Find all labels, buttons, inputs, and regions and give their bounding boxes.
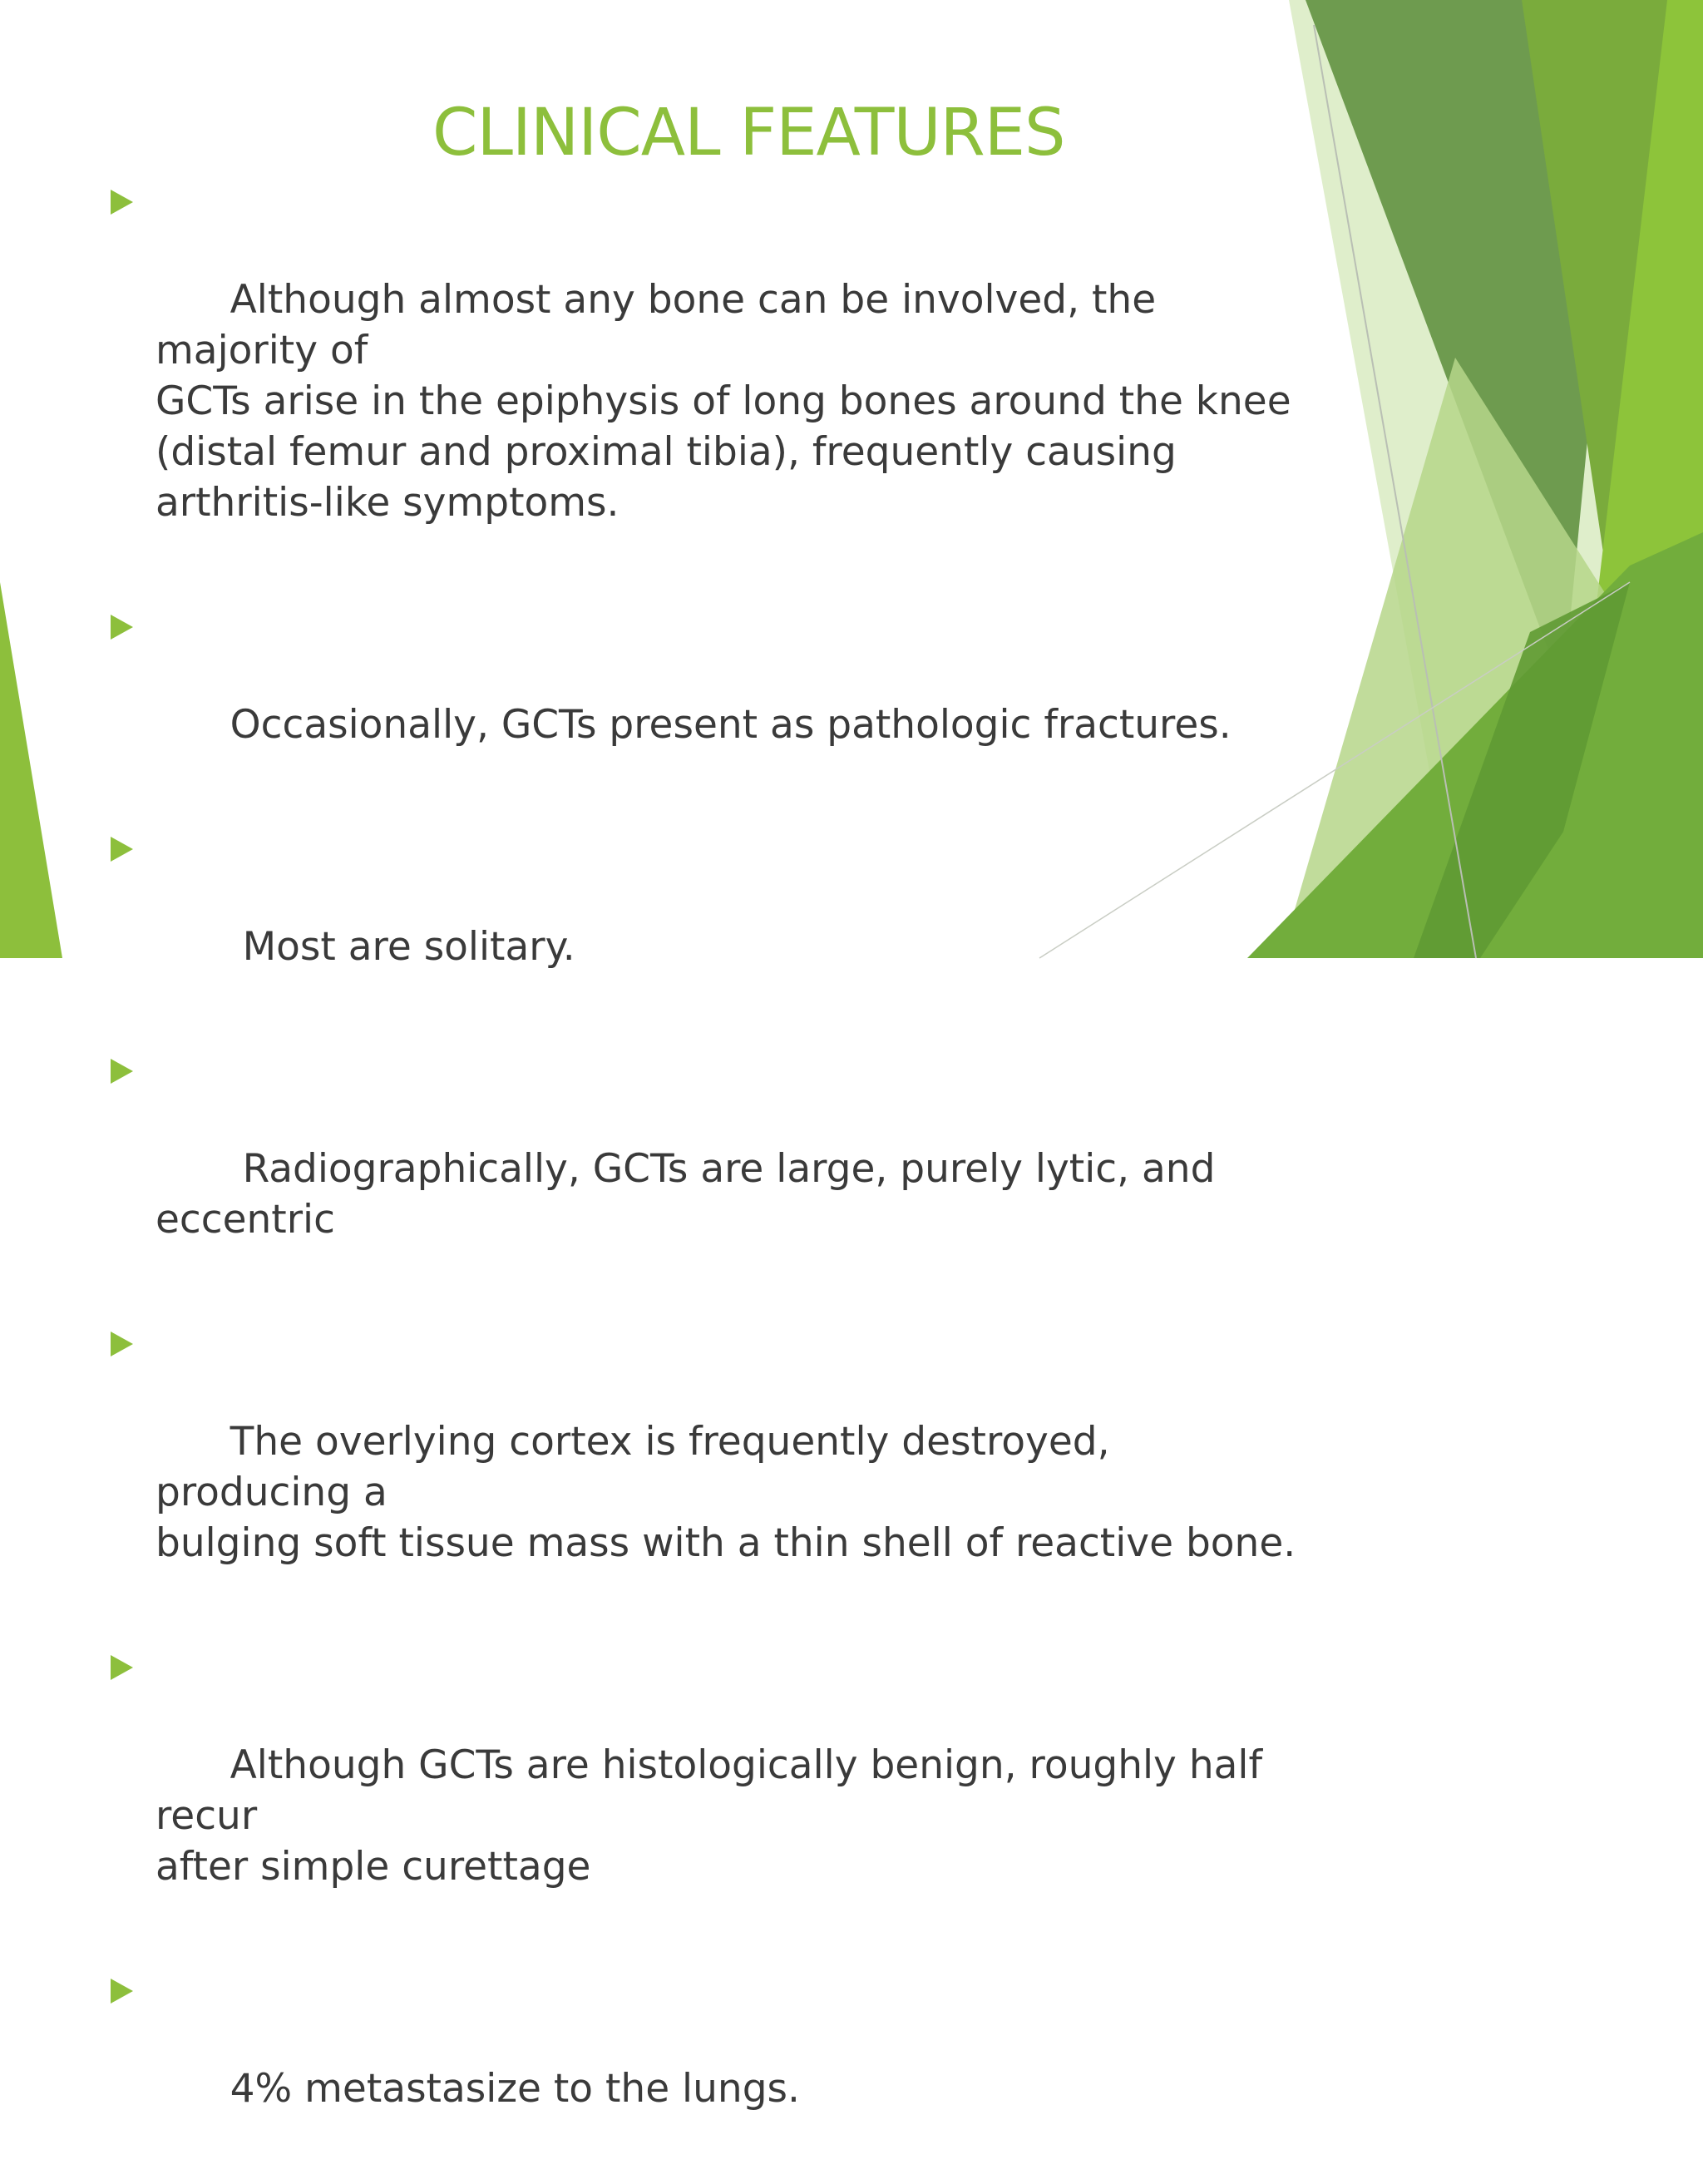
- bullet-text: The overlying cortex is frequently destroyed, producing a bulging soft tissue mass with a thin shell of reactive bone.: [155, 1419, 1296, 1566]
- bullet-text: Although GCTs are histologically benign, roughly half recur after simple curettage: [155, 1742, 1263, 1890]
- triangle-bullet-icon: [111, 190, 133, 215]
- bullet-item: [108, 598, 1297, 801]
- triangle-bullet-icon: [111, 837, 133, 862]
- bullet-item: [108, 820, 1297, 1023]
- bullet-item: [108, 1962, 1297, 2165]
- bullet-list: [108, 173, 1297, 2184]
- bullet-text: Occasionally, GCTs present as pathologic fractures.: [230, 702, 1232, 748]
- triangle-bullet-icon: [111, 615, 133, 640]
- bullet-text: Most are solitary.: [230, 924, 575, 970]
- triangle-bullet-icon: [111, 1059, 133, 1084]
- triangle-bullet-icon: [111, 1979, 133, 2004]
- triangle-bullet-icon: [111, 1332, 133, 1356]
- bullet-item: [108, 1638, 1297, 1943]
- bullet-item: [108, 173, 1297, 579]
- bullet-text: 4% metastasize to the lungs.: [230, 2066, 800, 2112]
- bullet-text: Radiographically, GCTs are large, purely lytic, and eccentric: [155, 1146, 1216, 1243]
- bullet-item: [108, 1042, 1297, 1296]
- bullet-text: Although almost any bone can be involved, the majority of GCTs arise in the epiphysis of long bones around the knee (distal femur and proximal tibia), frequently causing arthritis-like symptoms.: [155, 277, 1291, 526]
- bullet-item: [108, 1315, 1297, 1619]
- slide-title: CLINICAL FEATURES: [432, 96, 1065, 170]
- triangle-bullet-icon: [111, 1655, 133, 1680]
- left-green-sliver: [0, 582, 62, 958]
